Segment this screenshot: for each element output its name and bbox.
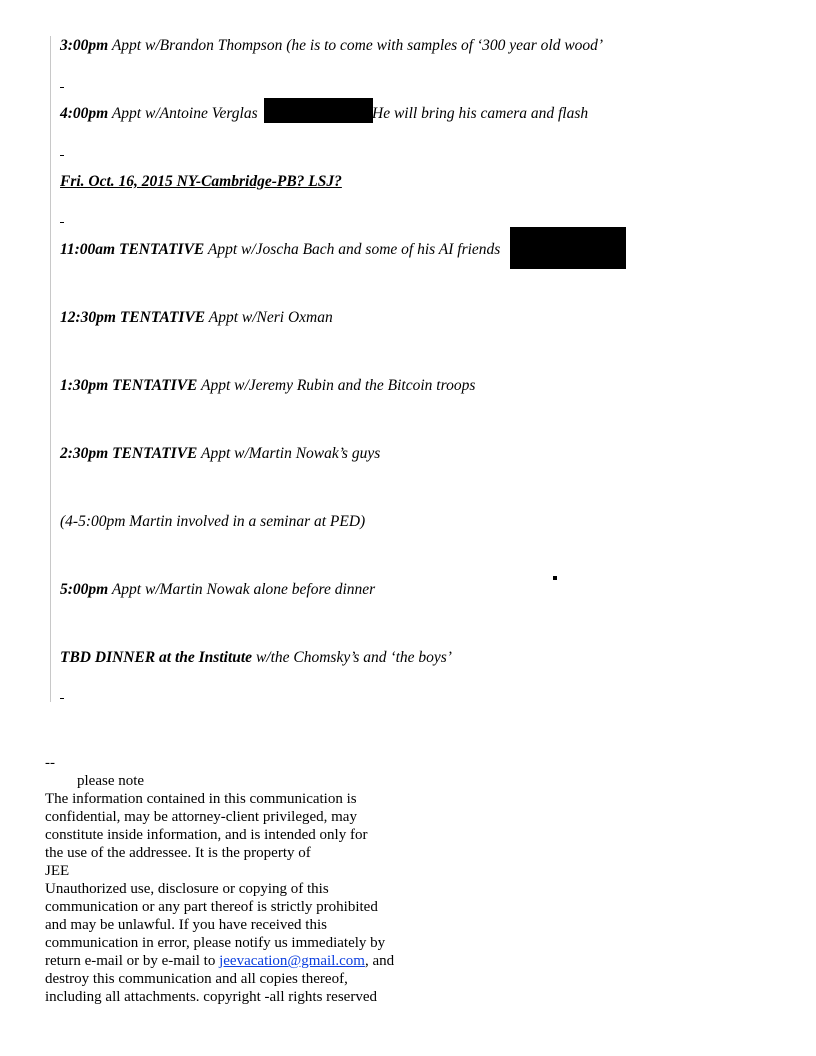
disclaimer-line: Unauthorized use, disclosure or copying of this xyxy=(45,881,329,897)
disclaimer-line: JEE xyxy=(45,863,70,879)
schedule-note: (4-5:00pm Martin involved in a seminar at PED) xyxy=(60,513,366,530)
redaction-block xyxy=(264,98,373,123)
schedule-entry xyxy=(60,104,258,124)
entry-time: 3:00pm xyxy=(60,37,109,54)
email-footer xyxy=(45,754,445,1006)
signature-separator: -- xyxy=(45,755,55,771)
entry-time: 1:30pm TENTATIVE xyxy=(60,377,198,394)
entry-time: 5:00pm xyxy=(60,581,109,598)
schedule-entry xyxy=(60,240,500,260)
please-note: please note xyxy=(77,773,145,789)
schedule-entry xyxy=(60,580,375,600)
separator-dash xyxy=(60,155,64,156)
disclaimer-email-line xyxy=(45,952,445,970)
separator-dash xyxy=(60,222,64,223)
disclaimer-line: constitute inside information, and is intended only for xyxy=(45,827,368,843)
stray-mark xyxy=(553,576,557,580)
email-link[interactable]: jeevacation@gmail.com xyxy=(219,953,365,969)
disclaimer-line: communication or any part thereof is strictly prohibited xyxy=(45,899,378,915)
entry-time: 4:00pm xyxy=(60,105,109,122)
entry-time: TBD DINNER at the Institute xyxy=(60,649,253,666)
entry-text: Appt w/Martin Nowak alone before dinner xyxy=(111,581,376,598)
disclaimer-line: The information contained in this communication is xyxy=(45,791,357,807)
email-suffix: , and xyxy=(364,953,395,969)
date-heading: Fri. Oct. 16, 2015 NY-Cambridge-PB? LSJ? xyxy=(60,173,342,190)
entry-time: 12:30pm TENTATIVE xyxy=(60,309,206,326)
schedule-entry xyxy=(60,36,603,56)
entry-text: Appt w/Martin Nowak’s guys xyxy=(200,445,381,462)
entry-text: Appt w/Antoine Verglas xyxy=(111,105,258,122)
entry-time: 11:00am TENTATIVE xyxy=(60,241,205,258)
schedule-entry xyxy=(60,444,380,464)
schedule-entry xyxy=(60,648,452,668)
disclaimer-line: confidential, may be attorney-client privileged, may xyxy=(45,809,357,825)
entry-text: Appt w/Neri Oxman xyxy=(208,309,333,326)
disclaimer-line: and may be unlawful. If you have received this xyxy=(45,917,327,933)
disclaimer-line: including all attachments. copyright -all rights reserved xyxy=(45,989,377,1005)
schedule-entry xyxy=(60,308,333,328)
disclaimer-line: the use of the addressee. It is the property of xyxy=(45,845,311,861)
entry-text: Appt w/Brandon Thompson (he is to come with samples of ‘300 year old wood’ xyxy=(111,37,604,54)
quote-bar xyxy=(50,36,51,702)
redaction-block xyxy=(510,227,626,269)
entry-time: 2:30pm TENTATIVE xyxy=(60,445,198,462)
entry-text: w/the Chomsky’s and ‘the boys’ xyxy=(255,649,452,666)
entry-text: Appt w/Joscha Bach and some of his AI friends xyxy=(207,241,501,258)
separator-dash xyxy=(60,87,64,88)
email-prefix: return e-mail or by e-mail to xyxy=(45,953,220,969)
entry-text: He will bring his camera and flash xyxy=(372,105,589,122)
schedule-entry xyxy=(60,376,475,396)
disclaimer-line: destroy this communication and all copies thereof, xyxy=(45,971,348,987)
separator-dash xyxy=(60,698,64,699)
entry-text: Appt w/Jeremy Rubin and the Bitcoin troops xyxy=(200,377,476,394)
schedule-entry-continued xyxy=(372,104,588,124)
disclaimer-line: communication in error, please notify us immediately by xyxy=(45,935,386,951)
